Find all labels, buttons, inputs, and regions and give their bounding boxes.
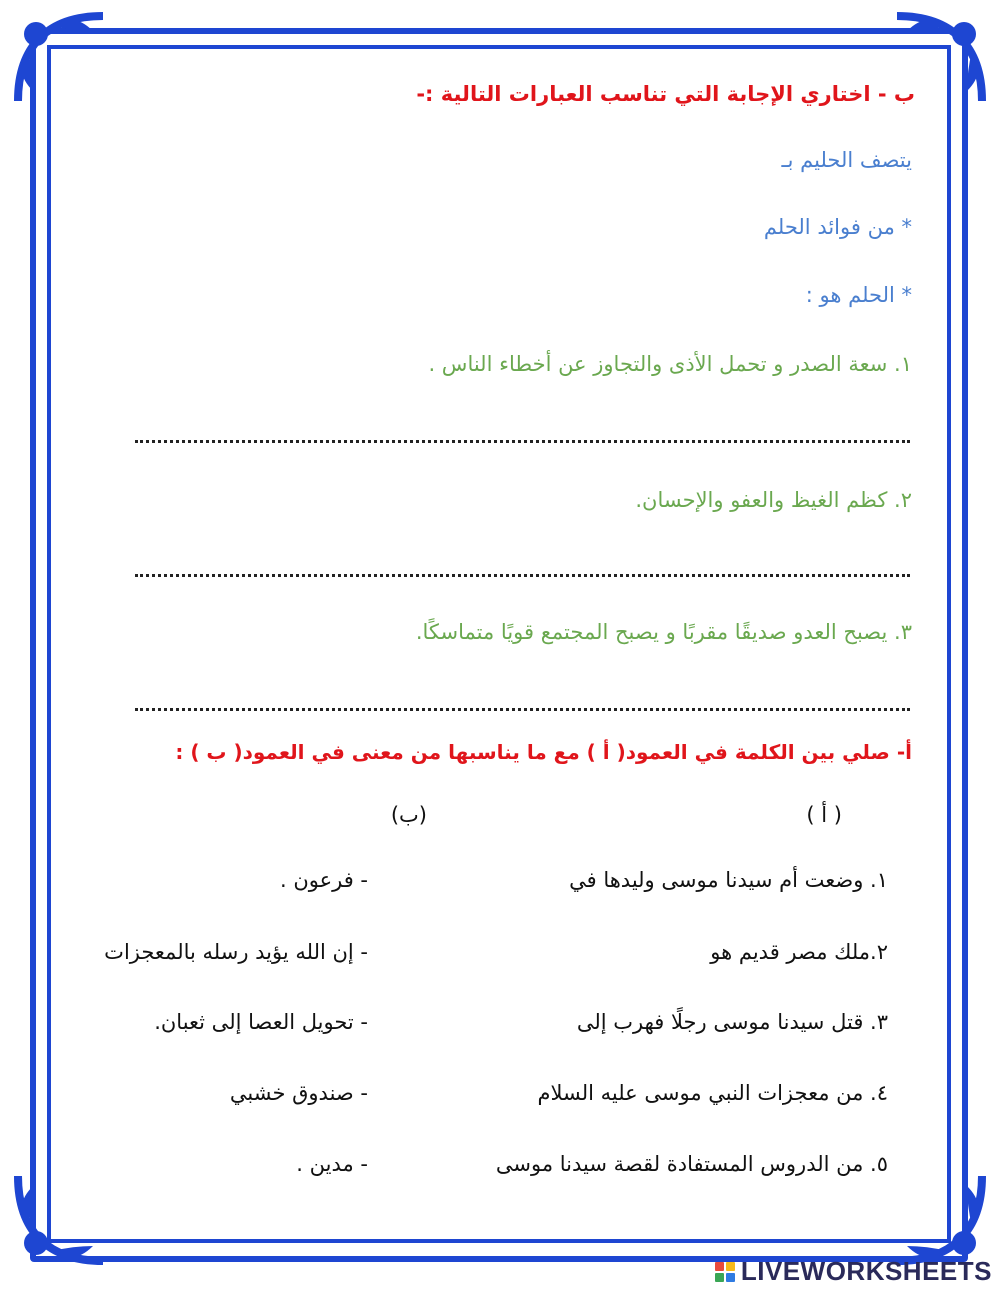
- brand-text: LIVEWORKSHEETS: [740, 1256, 992, 1286]
- col-a-item-4[interactable]: ٤. من معجزات النبي موسى عليه السلام: [537, 1081, 888, 1105]
- question-1: يتصف الحليم بـ: [781, 148, 912, 172]
- col-b-item-2[interactable]: - إن الله يؤيد رسله بالمعجزات: [104, 940, 368, 964]
- section-b-title: ب - اختاري الإجابة التي تناسب العبارات التالية :-: [416, 82, 915, 106]
- question-2: * من فوائد الحلم: [763, 215, 912, 239]
- question-3: * الحلم هو :: [805, 283, 912, 307]
- corner-ornament-bottom-right: [882, 1161, 992, 1271]
- option-1: ١. سعة الصدر و تحمل الأذى والتجاوز عن أخطاء الناس .: [428, 352, 912, 376]
- corner-ornament-top-left: [8, 6, 118, 116]
- col-a-item-2[interactable]: ٢.ملك مصر قديم هو: [710, 940, 888, 964]
- answer-line-1[interactable]: [135, 440, 910, 443]
- corner-ornament-bottom-left: [8, 1161, 118, 1271]
- liveworksheets-logo-icon: [715, 1262, 735, 1282]
- section-a-title: أ- صلي بين الكلمة في العمود( أ ) مع ما يناسبها من معنى في العمود( ب ) :: [175, 740, 912, 764]
- col-a-item-5[interactable]: ٥. من الدروس المستفادة لقصة سيدنا موسى: [495, 1152, 888, 1176]
- col-a-item-1[interactable]: ١. وضعت أم سيدنا موسى وليدها في: [569, 868, 888, 892]
- option-2: ٢. كظم الغيظ والعفو والإحسان.: [635, 488, 912, 512]
- column-b-header: (ب): [390, 803, 427, 827]
- col-b-item-4[interactable]: - صندوق خشبي: [229, 1081, 368, 1105]
- answer-line-3[interactable]: [135, 708, 910, 711]
- col-b-item-5[interactable]: - مدين .: [296, 1152, 368, 1176]
- col-a-item-3[interactable]: ٣. قتل سيدنا موسى رجلًا فهرب إلى: [576, 1010, 888, 1034]
- col-b-item-3[interactable]: - تحويل العصا إلى ثعبان.: [154, 1010, 368, 1034]
- column-a-header: ( أ ): [806, 803, 842, 827]
- col-b-item-1[interactable]: - فرعون .: [279, 868, 368, 892]
- answer-line-2[interactable]: [135, 574, 910, 577]
- liveworksheets-watermark: [715, 1256, 992, 1287]
- option-3: ٣. يصبح العدو صديقًا مقربًا و يصبح المجتمع قويًا متماسكًا.: [415, 620, 912, 644]
